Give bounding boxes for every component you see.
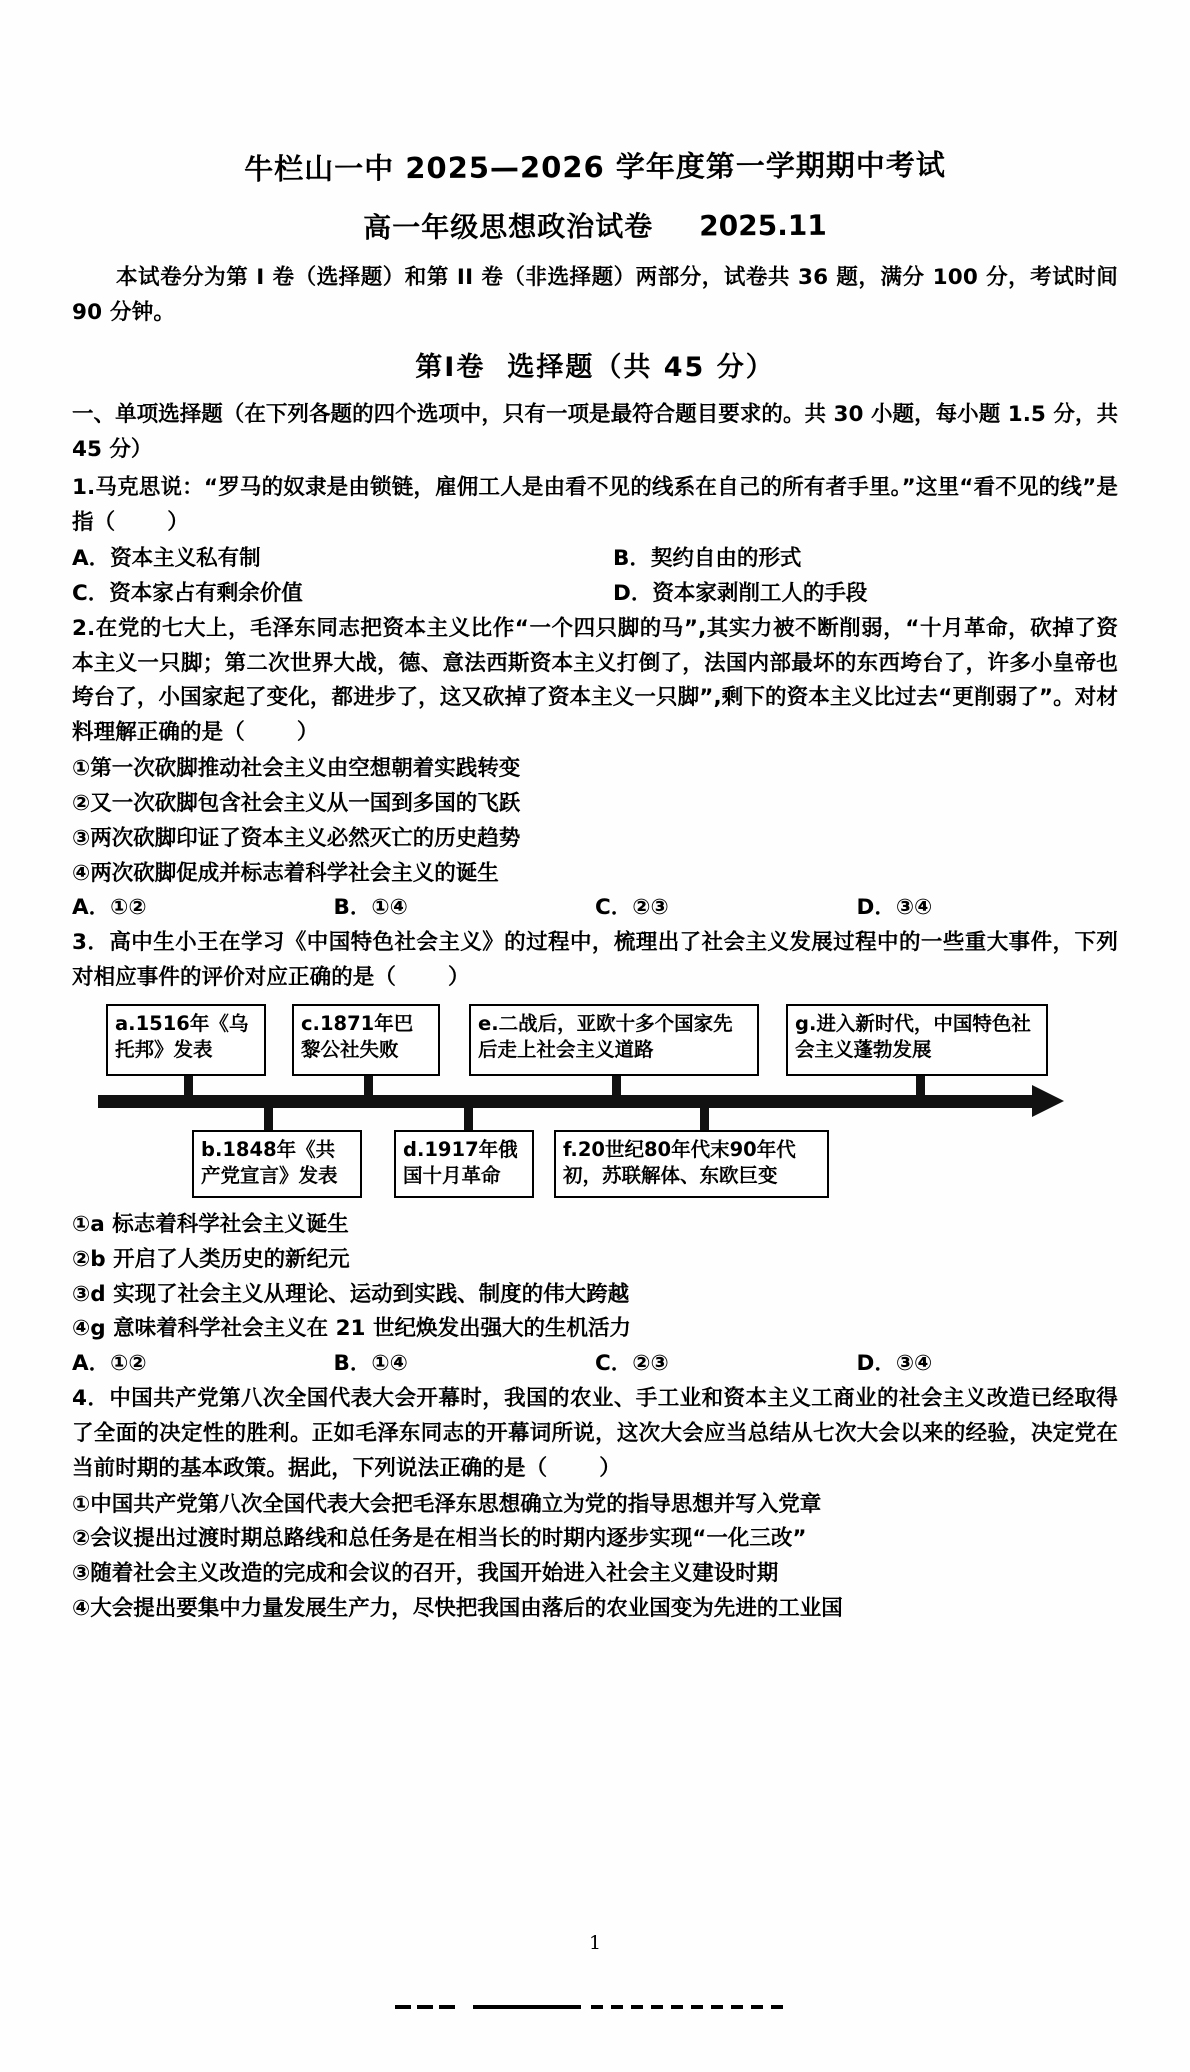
question-3-stem-end: ） [448,965,470,991]
question-1-text: 马克思说：“罗马的奴隶是由锁链，雇佣工人是由看不见的线系在自己的所有者手里。”这里“看不见的线”是指（ [72,475,1118,536]
question-2-option-c[interactable]: C．②③ [595,895,669,921]
question-3-options-row [72,1347,1118,1382]
part-label: 第I卷 [415,351,486,383]
timeline-axis [98,1095,1038,1108]
timeline-box-d: d.1917年俄国十月革命 [394,1130,534,1198]
question-3-option-a[interactable]: A．①② [72,1351,147,1377]
part-one-heading [72,345,1118,384]
question-2-number: 2. [72,615,96,641]
question-3-statement-1: ①a 标志着科学社会主义诞生 [72,1211,349,1237]
timeline-stem-f [700,1108,709,1130]
question-4-statement-3: ③随着社会主义改造的完成和会议的召开，我国开始进入社会主义建设时期 [72,1561,779,1587]
footer-dashed-rule [395,2002,795,2012]
question-2-statement-3: ③两次砍脚印证了资本主义必然灭亡的历史趋势 [72,825,521,851]
question-2-option-a[interactable]: A．①② [72,895,147,921]
question-4-stem-end: ） [599,1455,621,1481]
question-4-text: 中国共产党第八次全国代表大会开幕时，我国的农业、手工业和资本主义工商业的社会主义改造已经取得了全面的决定性的胜利。正如毛泽东同志的开幕词所说，这次大会应当总结从七次大会以来的经验，决定党在当前时期的基本政策。据此，下列说法正确的是（ [72,1386,1118,1481]
question-1-stem [72,471,1118,541]
question-2-options-row [72,891,1118,926]
exam-instructions: 本试卷分为第 I 卷（选择题）和第 II 卷（非选择题）两部分，试卷共 36 题，满分 100 分，考试时间 90 分钟。 [72,265,1118,325]
question-3-option-b[interactable]: B．①④ [333,1351,408,1377]
question-2-statement-4: ④两次砍脚促成并标志着科学社会主义的诞生 [72,860,499,886]
timeline-box-f: f.20世纪80年代末90年代初，苏联解体、东欧巨变 [554,1130,829,1198]
question-3-statement-4: ④g 意味着科学社会主义在 21 世纪焕发出强大的生机活力 [72,1316,631,1342]
timeline-stem-b [264,1108,273,1130]
question-2-stem-end: ） [296,720,319,746]
question-4-statement-1: ①中国共产党第八次全国代表大会把毛泽东思想确立为党的指导思想并写入党章 [72,1491,822,1517]
question-4-statement-2: ②会议提出过渡时期总路线和总任务是在相当长的时期内逐步实现“一化三改” [72,1526,807,1552]
timeline-arrow-icon [1032,1085,1064,1117]
exam-date: 2025.11 [699,208,827,243]
socialism-timeline-diagram [64,1002,1110,1202]
question-2-option-b[interactable]: B．①④ [333,895,408,921]
timeline-stem-d [464,1108,473,1130]
part-name: 选择题（共 45 分） [507,351,775,383]
question-2-text: 在党的七大上，毛泽东同志把资本主义比作“一个四只脚的马”,其实力被不断削弱，“十月革命，砍掉了资本主义一只脚；第二次世界大战，德、意法西斯资本主义打倒了，法国内部最坏的东西垮台了，许多小皇帝也垮台了，小国家起了变化，都进步了，这又砍掉了资本主义一只脚”,剩下的资本主义比过去“更削弱了”。对材料理解正确的是（ [72,615,1118,746]
question-2-option-d[interactable]: D．③④ [856,895,933,921]
question-3-option-c[interactable]: C．②③ [595,1351,669,1377]
question-1-option-c[interactable]: C．资本家占有剩余价值 [72,580,303,606]
question-3-stem [72,926,1118,996]
timeline-stem-c [364,1076,373,1097]
timeline-stem-e [612,1076,621,1097]
subject-title: 高一年级思想政治试卷 [363,209,654,245]
question-1-option-b[interactable]: B．契约自由的形式 [613,546,802,572]
timeline-box-b: b.1848年《共产党宣言》发表 [192,1130,362,1198]
timeline-box-e: e.二战后，亚欧十多个国家先后走上社会主义道路 [469,1004,759,1076]
question-4-statement-4: ④大会提出要集中力量发展生产力，尽快把我国由落后的农业国变为先进的工业国 [72,1595,843,1621]
timeline-box-g: g.进入新时代，中国特色社会主义蓬勃发展 [786,1004,1048,1076]
timeline-box-c: c.1871年巴黎公社失败 [292,1004,440,1076]
question-3-option-d[interactable]: D．③④ [856,1351,933,1377]
page-number: 1 [588,1932,602,1954]
question-1-stem-end: ） [167,510,189,536]
question-1-options-row-2 [72,577,1118,612]
question-3-statement-2: ②b 开启了人类历史的新纪元 [72,1246,350,1272]
question-1-option-d[interactable]: D．资本家剥削工人的手段 [613,580,868,606]
question-3-text: 高中生小王在学习《中国特色社会主义》的过程中，梳理出了社会主义发展过程中的一些重大事件，下列对相应事件的评价对应正确的是（ [72,930,1118,991]
question-4-number: 4． [72,1386,110,1412]
question-2-statement-2: ②又一次砍脚包含社会主义从一国到多国的飞跃 [72,790,521,816]
timeline-stem-a [184,1076,193,1097]
timeline-box-a: a.1516年《乌托邦》发表 [106,1004,266,1076]
question-3-number: 3． [72,930,110,956]
timeline-stem-g [916,1076,925,1097]
section-heading-single-choice: 一、单项选择题（在下列各题的四个选项中，只有一项是最符合题目要求的。共 30 小题，每小题 1.5 分，共 45 分） [72,401,1118,462]
question-1-number: 1. [72,475,96,501]
page-title: 牛栏山一中 2025—2026 学年度第一学期期中考试 [244,147,946,187]
question-1-option-a[interactable]: A．资本主义私有制 [72,546,261,572]
question-4-stem [72,1382,1118,1486]
question-1-options-row-1 [72,542,1118,577]
question-2-stem [72,612,1118,751]
document-subtitle [72,202,1118,247]
question-3-statement-3: ③d 实现了社会主义从理论、运动到实践、制度的伟大跨越 [72,1281,630,1307]
question-2-statement-1: ①第一次砍脚推动社会主义由空想朝着实践转变 [72,756,521,782]
